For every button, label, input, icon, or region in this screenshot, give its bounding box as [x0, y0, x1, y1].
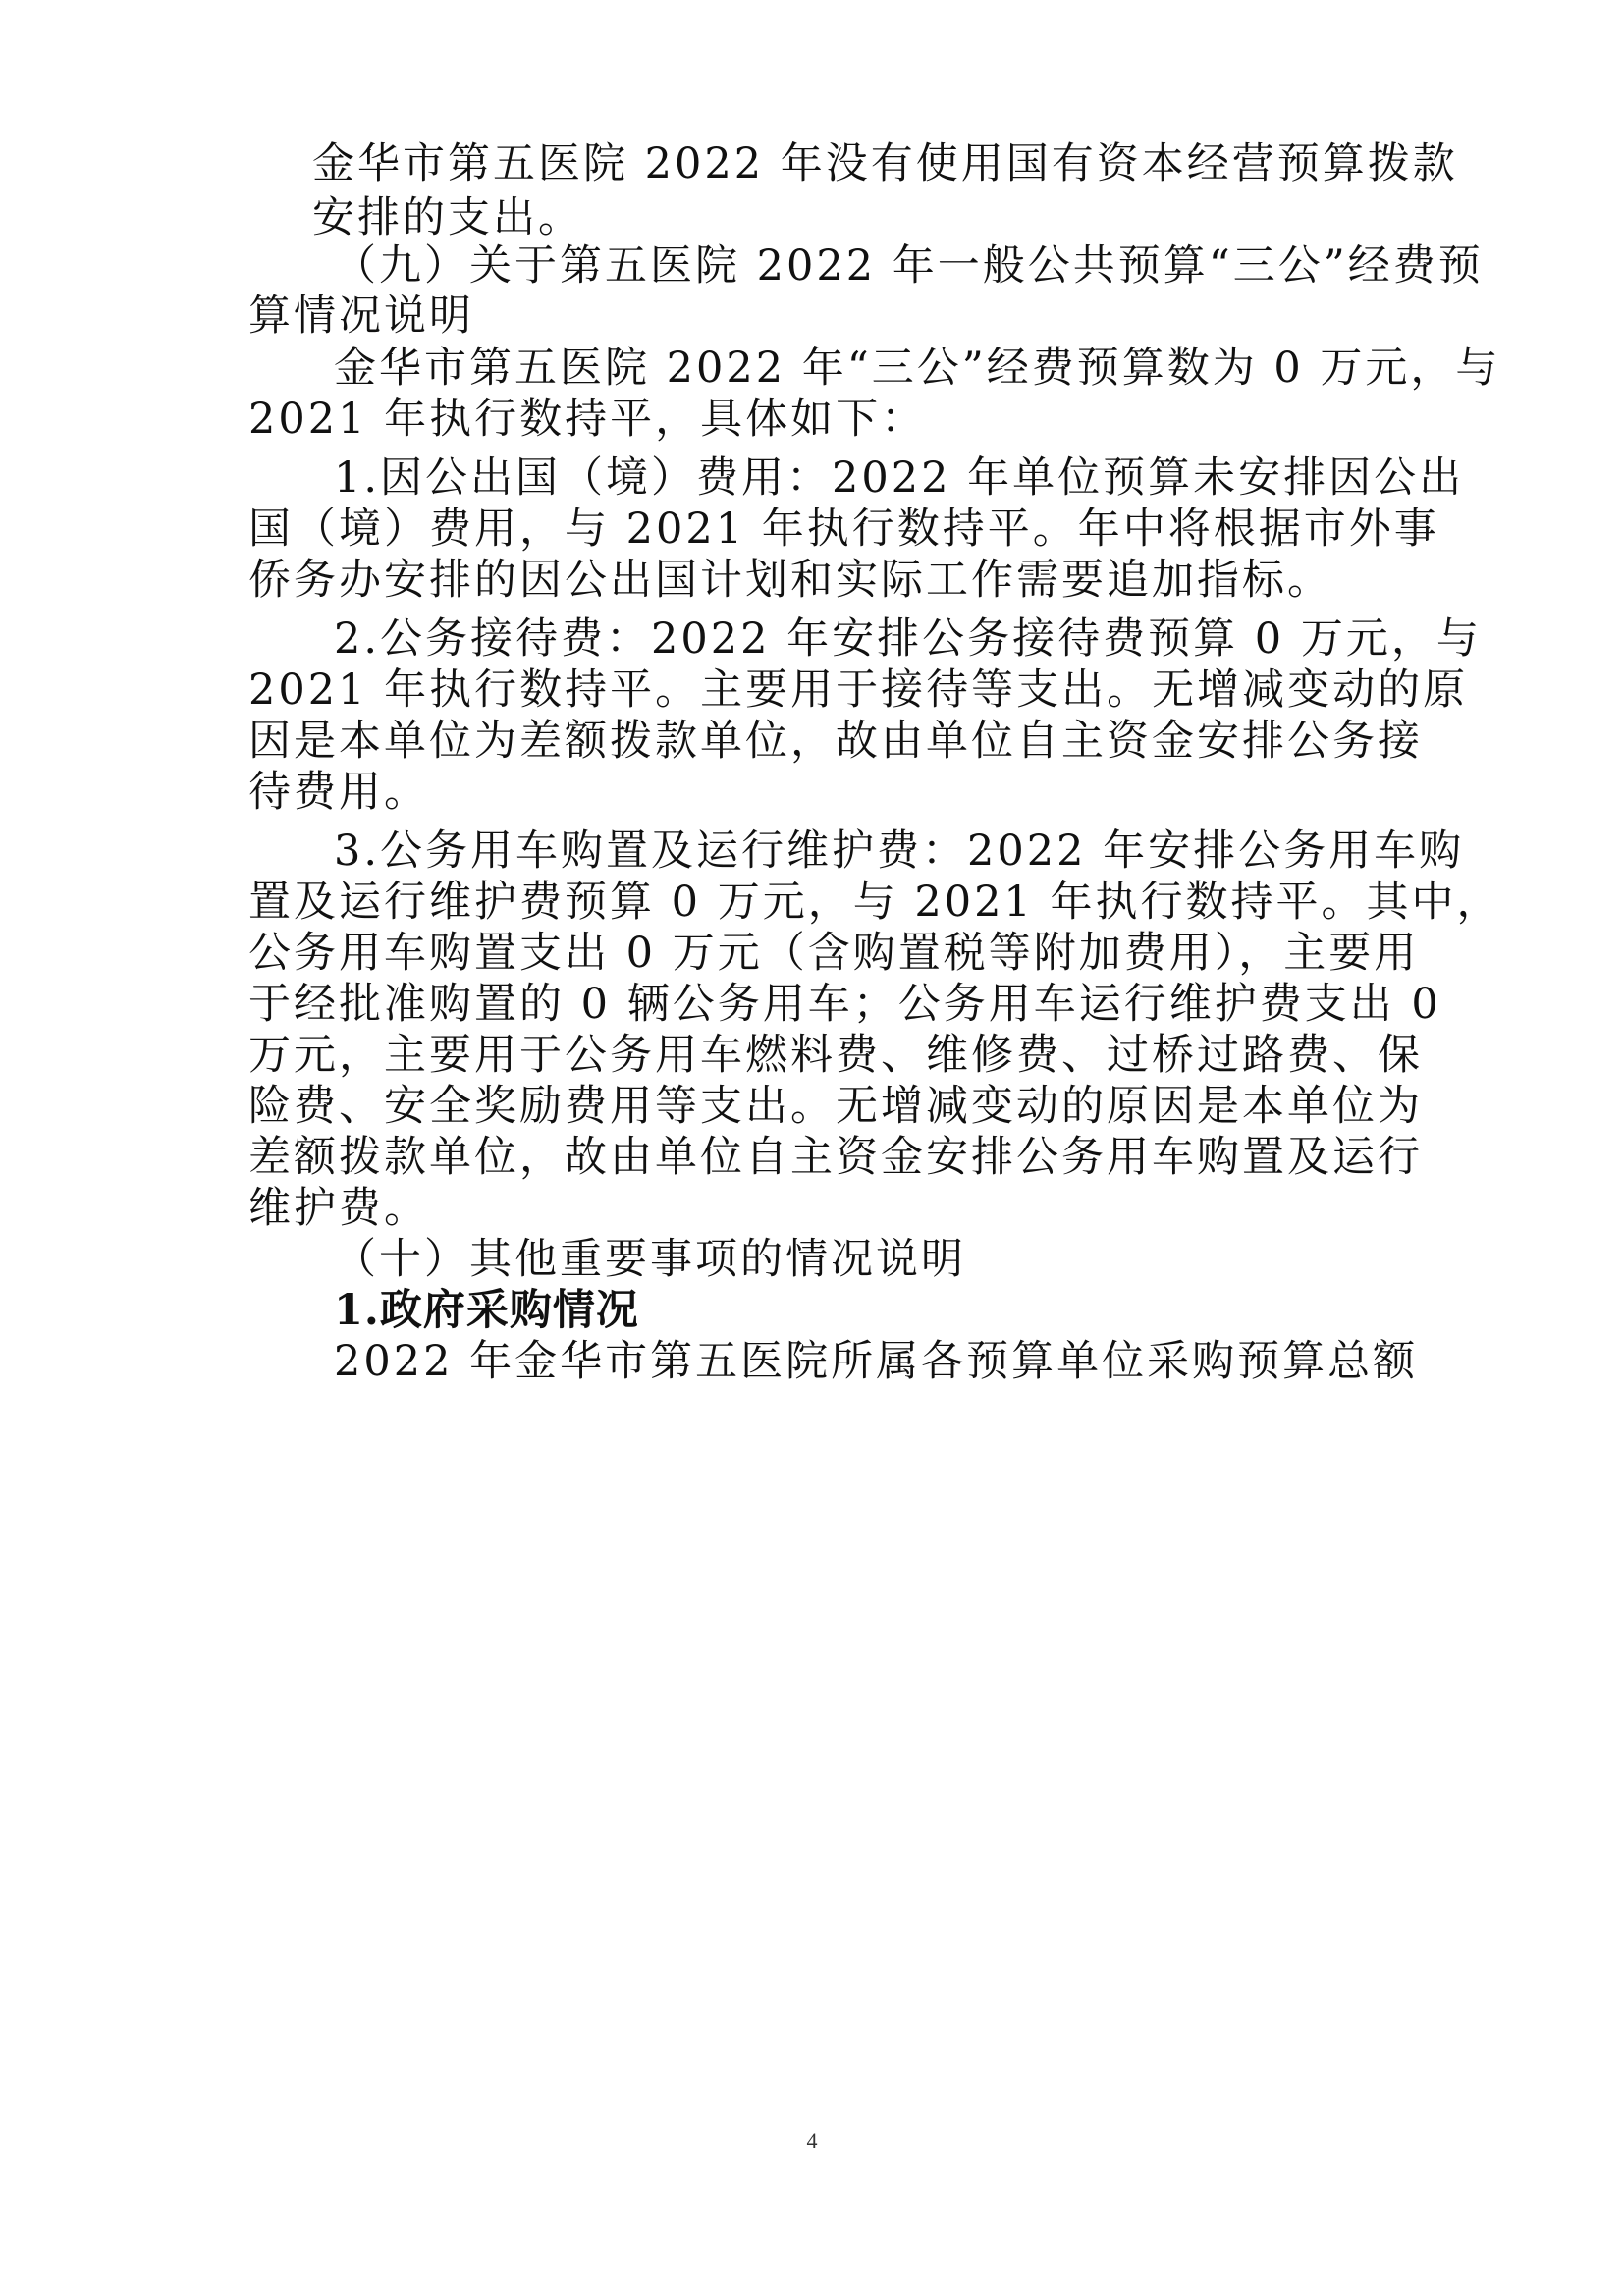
text-line: 金华市第五医院 2022 年没有使用国有资本经营预算拨款	[312, 139, 1458, 188]
text-line: 待费用。	[248, 768, 429, 817]
section-heading: （十）其他重要事项的情况说明	[334, 1235, 966, 1284]
text-line: 万元，主要用于公务用车燃料费、维修费、过桥过路费、保	[248, 1031, 1423, 1080]
text-line: 差额拨款单位，故由单位自主资金安排公务用车购置及运行	[248, 1133, 1423, 1182]
text-line: 金华市第五医院 2022 年“三公”经费预算数为 0 万元，与	[334, 344, 1501, 393]
page-number: 4	[806, 2128, 818, 2153]
text-line: 2021 年执行数持平，具体如下：	[248, 395, 927, 444]
text-line: 险费、安全奖励费用等支出。无增减变动的原因是本单位为	[248, 1082, 1423, 1131]
text-line: 2021 年执行数持平。主要用于接待等支出。无增减变动的原	[248, 666, 1469, 715]
text-line: 国（境）费用，与 2021 年执行数持平。年中将根据市外事	[248, 505, 1439, 554]
text-line: 置及运行维护费预算 0 万元，与 2021 年执行数持平。其中，	[248, 878, 1502, 927]
text-line: 因是本单位为差额拨款单位，故由单位自主资金安排公务接	[248, 717, 1423, 766]
text-line: 维护费。	[248, 1184, 429, 1233]
text-line: 安排的支出。	[312, 193, 583, 242]
text-line: 2.公务接待费：2022 年安排公务接待费预算 0 万元，与	[334, 614, 1482, 664]
text-line: 1.因公出国（境）费用：2022 年单位预算未安排因公出	[334, 454, 1465, 503]
section-heading: （九）关于第五医院 2022 年一般公共预算“三公”经费预	[334, 241, 1484, 291]
subsection-heading: 1.政府采购情况	[334, 1286, 639, 1335]
text-line: 3.公务用车购置及运行维护费：2022 年安排公务用车购	[334, 827, 1465, 876]
text-line: 于经批准购置的 0 辆公务用车；公务用车运行维护费支出 0	[248, 980, 1441, 1029]
section-heading: 算情况说明	[248, 292, 474, 341]
text-line: 公务用车购置支出 0 万元（含购置税等附加费用），主要用	[248, 929, 1420, 978]
text-line: 2022 年金华市第五医院所属各预算单位采购预算总额	[334, 1337, 1419, 1386]
text-line: 侨务办安排的因公出国计划和实际工作需要追加指标。	[248, 556, 1332, 605]
